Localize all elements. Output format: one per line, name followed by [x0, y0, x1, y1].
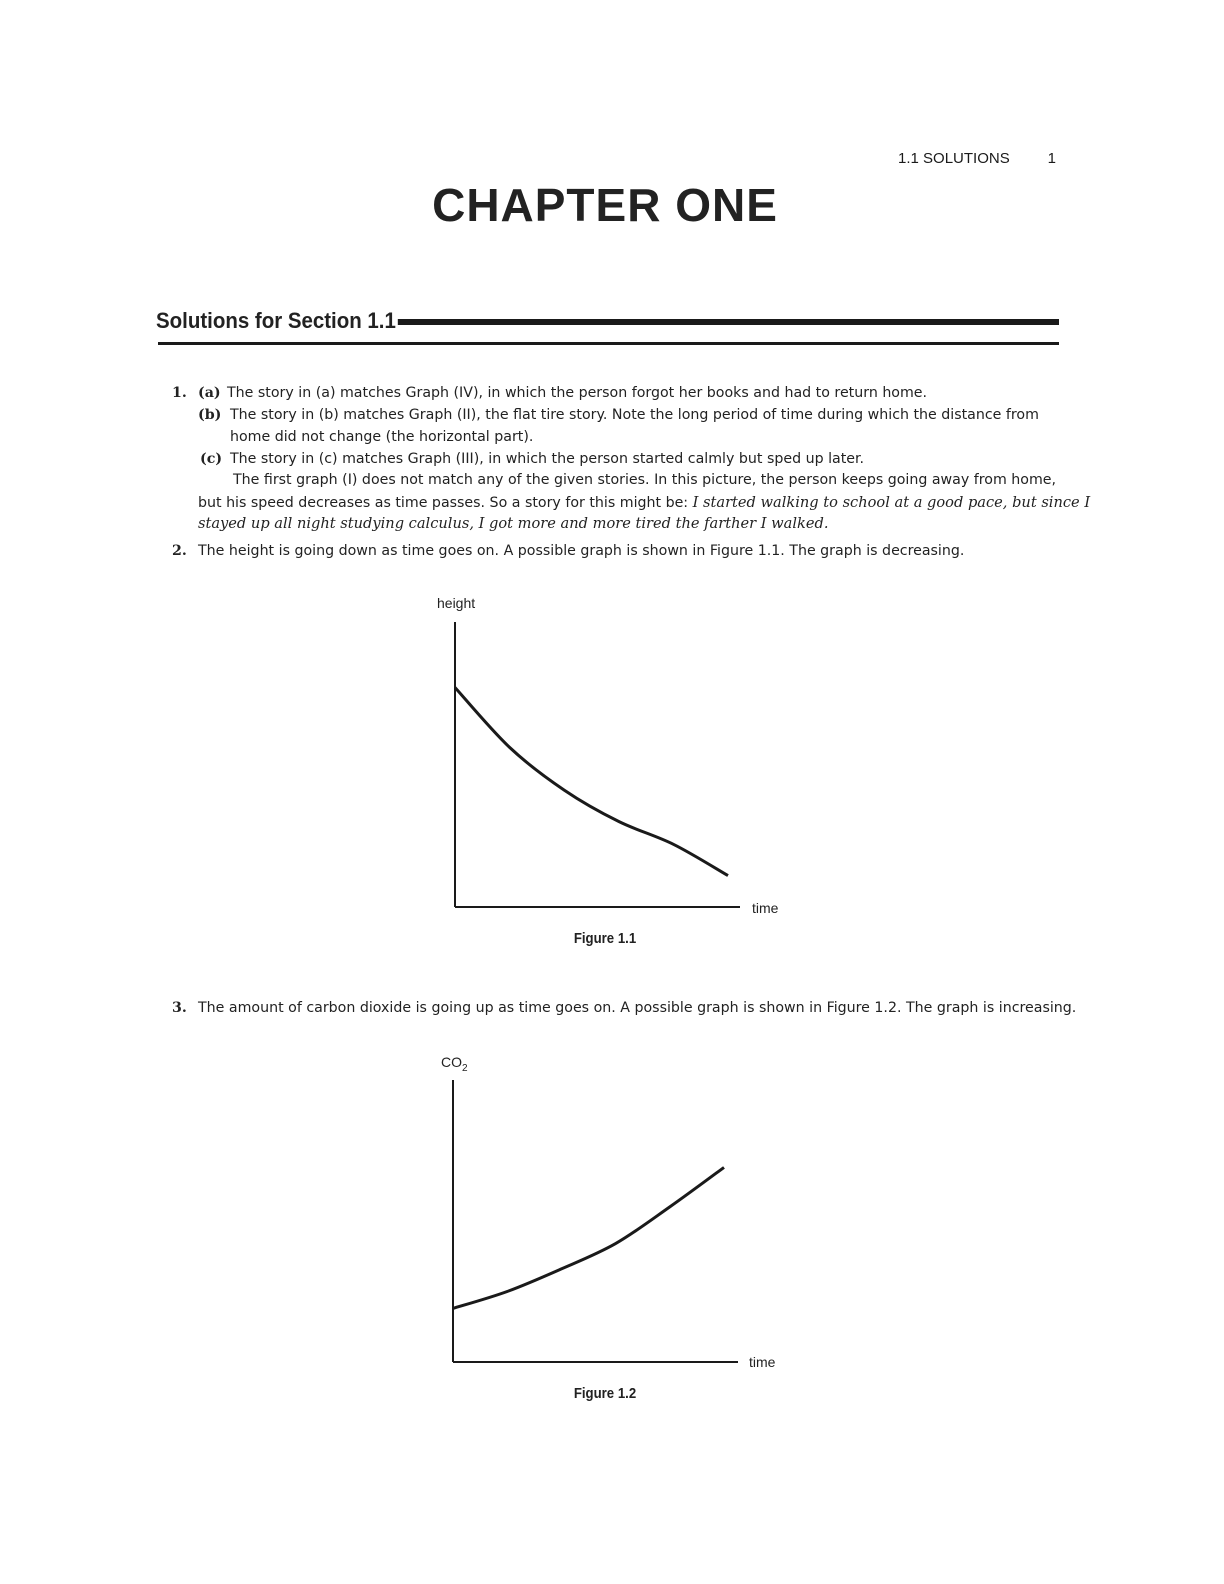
- part-text: home did not change (the horizontal part).: [230, 429, 534, 445]
- increasing-curve: [453, 1167, 724, 1308]
- page-number: 1: [1047, 150, 1056, 167]
- problem-number: 3.: [172, 1000, 187, 1016]
- part-label: (a): [198, 385, 221, 401]
- part-text: The story in (b) matches Graph (II), the flat tire story. Note the long period of time during which the distance from: [230, 407, 1039, 423]
- part-label: (b): [198, 407, 222, 423]
- paragraph-text: but his speed decreases as time passes. So a story for this might be: I started walking to school at a good pace, but since I: [198, 494, 1091, 511]
- figure-caption: Figure 1.1: [573, 930, 637, 947]
- problem-text: The amount of carbon dioxide is going up as time goes on. A possible graph is shown in Figure 1.2. The graph is increasing.: [198, 1000, 1077, 1016]
- chapter-title: CHAPTER ONE: [432, 179, 778, 231]
- x-axis-label: time: [749, 1354, 776, 1370]
- problem-number: 2.: [172, 543, 187, 559]
- figure-caption: Figure 1.2: [573, 1385, 637, 1402]
- figure-1-1: [437, 595, 779, 916]
- part-text: The story in (c) matches Graph (III), in which the person started calmly but sped up later.: [230, 451, 865, 467]
- part-label: (c): [200, 451, 223, 467]
- running-head-title: 1.1 SOLUTIONS: [898, 150, 1010, 167]
- italic-story: I started walking to school at a good pace, but since I: [692, 494, 1091, 511]
- italic-story: stayed up all night studying calculus, I got more and more tired the farther I walked.: [198, 515, 829, 532]
- x-axis-label: time: [752, 900, 779, 916]
- decreasing-curve: [455, 688, 728, 876]
- y-axis-label: height: [437, 595, 476, 611]
- figure-1-2: [441, 1054, 776, 1370]
- section-title: Solutions for Section 1.1: [156, 308, 396, 333]
- problem-number: 1.: [172, 385, 187, 401]
- part-text: The story in (a) matches Graph (IV), in which the person forgot her books and had to return home.: [227, 385, 928, 401]
- problem-text: The height is going down as time goes on. A possible graph is shown in Figure 1.1. The graph is decreasing.: [198, 543, 965, 559]
- paragraph-text: The first graph (I) does not match any of the given stories. In this picture, the person keeps going away from home,: [233, 472, 1057, 488]
- y-axis-label: $CO_2$: [441, 1054, 468, 1074]
